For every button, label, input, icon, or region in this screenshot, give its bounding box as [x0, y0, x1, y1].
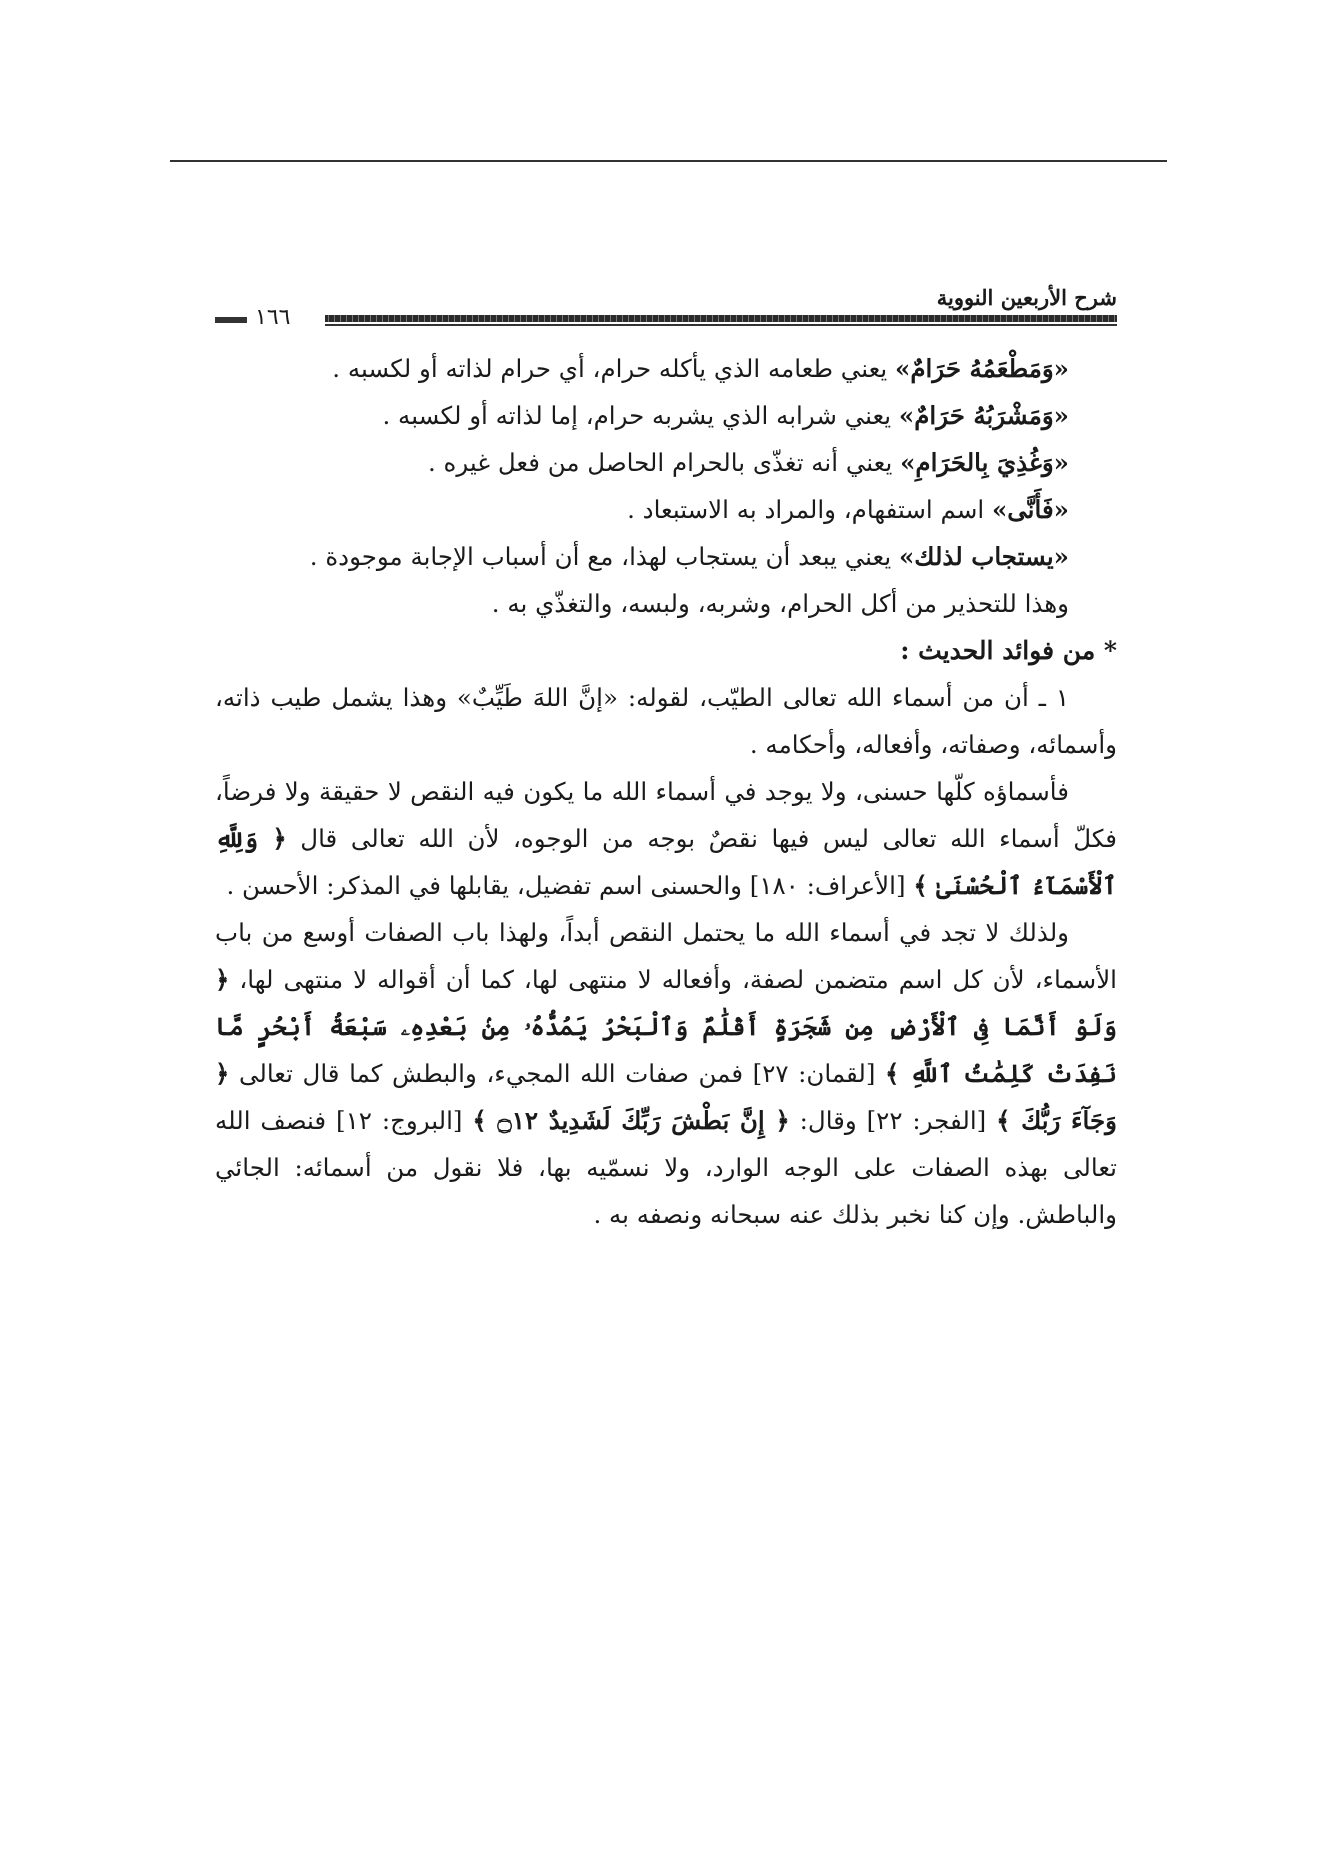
page [215, 285, 1117, 1238]
paragraph-text: ولذلك لا تجد في أسماء الله ما يحتمل النقص أبداً، ولهذا باب الصفات أوسع من باب الأسماء، لأن كل اسم متضمن لصفة، وأفعاله لا منتهى لها، كما أن أقواله لا منتهى لها، [215, 918, 1117, 994]
paragraph-text: [لقمان: ٢٧] فمن صفات الله المجيء، والبطش كما قال تعالى [229, 1059, 886, 1088]
hadith-term: «وَغُذِيَ بِالحَرَامِ» [900, 448, 1069, 477]
hadith-term: «فَأَنَّى» [991, 495, 1069, 524]
hadith-term: «وَمَطْعَمُهُ حَرَامٌ» [895, 354, 1069, 383]
paragraph-2 [215, 392, 1117, 439]
paragraph-9 [215, 909, 1117, 1238]
paragraph-text: فأسماؤه كلّها حسنى، ولا يوجد في أسماء الله ما يكون فيه النقص لا حقيقة ولا فرضاً، فكلّ أسماء الله تعالى ليس فيها نقصٌ بوجه من الوجوه، لأن الله تعالى قال [215, 777, 1118, 853]
quran-verse: ﴿ إِنَّ بَطْشَ رَبِّكَ لَشَدِيدٌ ۝١٢ ﴾ [472, 1106, 790, 1135]
quran-verse: ﴿ وَلِلَّهِ ٱلْأَسْمَآءُ ٱلْحُسْنَىٰ ﴾ [215, 824, 1117, 900]
paragraph-7 [215, 674, 1117, 768]
paragraph-6 [215, 580, 1117, 627]
quran-verse: ﴿ وَجَآءَ رَبُّكَ ﴾ [215, 1059, 1117, 1135]
paragraph-text: اسم استفهام، والمراد به الاستبعاد . [627, 495, 992, 524]
paragraph-text: وهذا للتحذير من أكل الحرام، وشربه، ولبسه، والتغذّي به . [491, 589, 1069, 618]
paragraph-1 [215, 345, 1117, 392]
paragraph-text: ١ ـ أن من أسماء الله تعالى الطيّب، لقوله: «إنَّ اللهَ طَيِّبٌ» وهذا يشمل طيب ذاته، وأسمائه، وصفاته، وأفعاله، وأحكامه . [215, 683, 1117, 759]
section-heading: * من فوائد الحديث : [900, 636, 1117, 665]
hadith-term: «يستجاب لذلك» [898, 542, 1069, 571]
header-rule [325, 324, 1117, 326]
paragraph-text: يعني يبعد أن يستجاب لهذا، مع أن أسباب الإجابة موجودة . [309, 542, 899, 571]
paragraph-text: [البروج: ١٢] فنصف الله تعالى بهذه الصفات على الوجه الوارد، ولا نسمّيه بها، فلا نقول من أسمائه: الجائي والباطش. وإن كنا نخبر بذلك عنه سبحانه ونصفه به . [215, 1106, 1117, 1229]
header-ornament-band [325, 315, 1117, 322]
paragraph-3 [215, 439, 1117, 486]
paragraph-text: يعني شرابه الذي يشربه حرام، إما لذاته أو لكسبه . [382, 401, 899, 430]
page-number-mark [215, 317, 247, 323]
paragraph-5 [215, 533, 1117, 580]
paragraph-text: [الأعراف: ١٨٠] والحسنى اسم تفضيل، يقابلها في المذكر: الأحسن . [226, 871, 914, 900]
hadith-term: «وَمَشْرَبُهُ حَرَامٌ» [898, 401, 1069, 430]
page-number: ١٦٦ [255, 305, 291, 330]
paragraph-text: يعني أنه تغذّى بالحرام الحاصل من فعل غيره . [427, 448, 901, 477]
paragraph-4 [215, 486, 1117, 533]
body-text [215, 345, 1117, 1238]
paragraph-text: يعني طعامه الذي يأكله حرام، أي حرام لذاته أو لكسبه . [332, 354, 896, 383]
quran-verse: ﴿ وَلَوْ أَنَّمَا فِى ٱلْأَرْضِ مِن شَجَرَةٍ أَقْلَٰمٌ وَٱلْبَحْرُ يَمُدُّهُۥ مِنۢ بَعْدِهِۦ سَبْعَةُ أَبْحُرٍ مَّا نَفِدَتْ كَلِمَٰتُ ٱللَّهِ ﴾ [215, 965, 1117, 1088]
top-rule [170, 160, 1167, 162]
book-title: شرح الأربعين النووية [936, 285, 1117, 310]
paragraph-8 [215, 768, 1117, 909]
paragraph-text: [الفجر: ٢٢] وقال: [789, 1106, 997, 1135]
running-header [215, 285, 1117, 345]
